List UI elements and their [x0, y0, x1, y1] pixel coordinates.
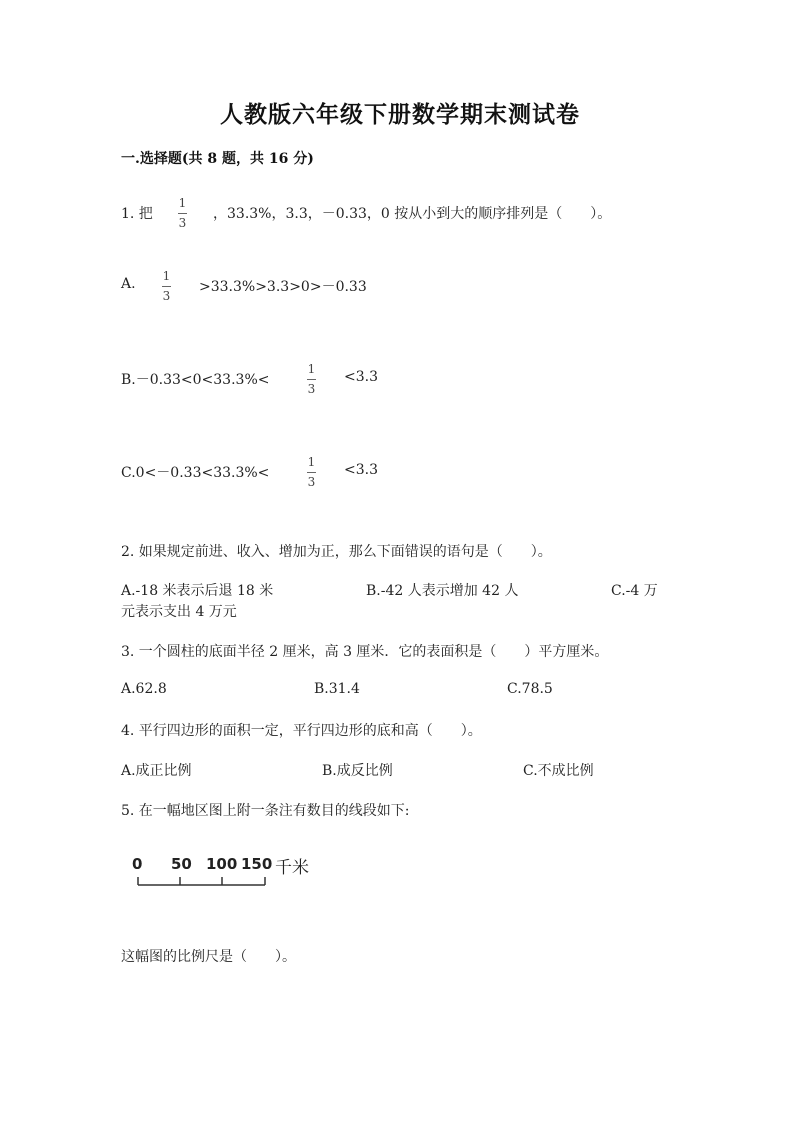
q1-stem-post: ，33.3%，3.3，－0.33，0 按从小到大的顺序排列是（ ）。 [213, 206, 612, 222]
fraction-denominator: 3 [307, 382, 316, 396]
scale-bar-figure [130, 855, 330, 895]
q3-option-c: C.78.5 [507, 681, 553, 697]
q3-option-b: B.31.4 [314, 681, 360, 697]
q2-option-b: B.-42 人表示增加 42 人 [366, 583, 519, 599]
section-heading: 一.选择题(共 8 题，共 16 分) [121, 151, 314, 167]
q3-stem: 3. 一个圆柱的底面半径 2 厘米，高 3 厘米．它的表面积是（ ）平方厘米。 [121, 644, 609, 660]
q1-option-a-label: A. [121, 276, 136, 292]
scale-label-0: 0 [132, 855, 143, 873]
fraction-denominator: 3 [307, 475, 316, 489]
q2-option-c-continued: 元表示支出 4 万元 [121, 604, 237, 620]
fraction-bar [307, 379, 316, 380]
q2-option-c: C.-4 万 [611, 583, 658, 599]
q3-option-a: A.62.8 [121, 681, 167, 697]
q5-question: 这幅图的比例尺是（ ）。 [121, 949, 296, 965]
fraction-numerator: 1 [307, 362, 316, 376]
q2-stem: 2. 如果规定前进、收入、增加为正，那么下面错误的语句是（ ）。 [121, 544, 552, 560]
scale-unit-label: 千米 [275, 858, 309, 878]
fraction-bar [162, 286, 171, 287]
q1-fraction [178, 196, 187, 231]
q1-option-c-tail: <3.3 [344, 462, 378, 478]
fraction-numerator: 1 [178, 196, 187, 210]
q1-option-c-fraction [307, 455, 316, 490]
fraction-numerator: 1 [162, 269, 171, 283]
q1-option-a-fraction [162, 269, 171, 304]
scale-bar-line [130, 855, 330, 895]
fraction-bar [178, 213, 187, 214]
q4-stem: 4. 平行四边形的面积一定，平行四边形的底和高（ ）。 [121, 723, 482, 739]
fraction-denominator: 3 [162, 289, 171, 303]
page-title: 人教版六年级下册数学期末测试卷 [220, 101, 580, 128]
scale-label-150: 150 [241, 855, 273, 873]
q1-stem-pre: 1. 把 [121, 206, 153, 222]
q1-option-b-tail: <3.3 [344, 369, 378, 385]
q2-option-a: A.-18 米表示后退 18 米 [121, 583, 274, 599]
q4-option-c: C.不成比例 [523, 763, 594, 779]
scale-label-100: 100 [206, 855, 238, 873]
fraction-denominator: 3 [178, 216, 187, 230]
q1-option-c-text: C.0<－0.33<33.3%< [121, 465, 270, 481]
scale-label-50: 50 [171, 855, 192, 873]
q4-option-b: B.成反比例 [322, 763, 393, 779]
fraction-bar [307, 472, 316, 473]
q1-option-b-fraction [307, 362, 316, 397]
fraction-numerator: 1 [307, 455, 316, 469]
q4-option-a: A.成正比例 [121, 763, 192, 779]
q1-option-a-text: >33.3%>3.3>0>－0.33 [199, 279, 367, 295]
q1-option-b-text: B.－0.33<0<33.3%< [121, 372, 270, 388]
q5-stem: 5. 在一幅地区图上附一条注有数目的线段如下: [121, 803, 410, 819]
